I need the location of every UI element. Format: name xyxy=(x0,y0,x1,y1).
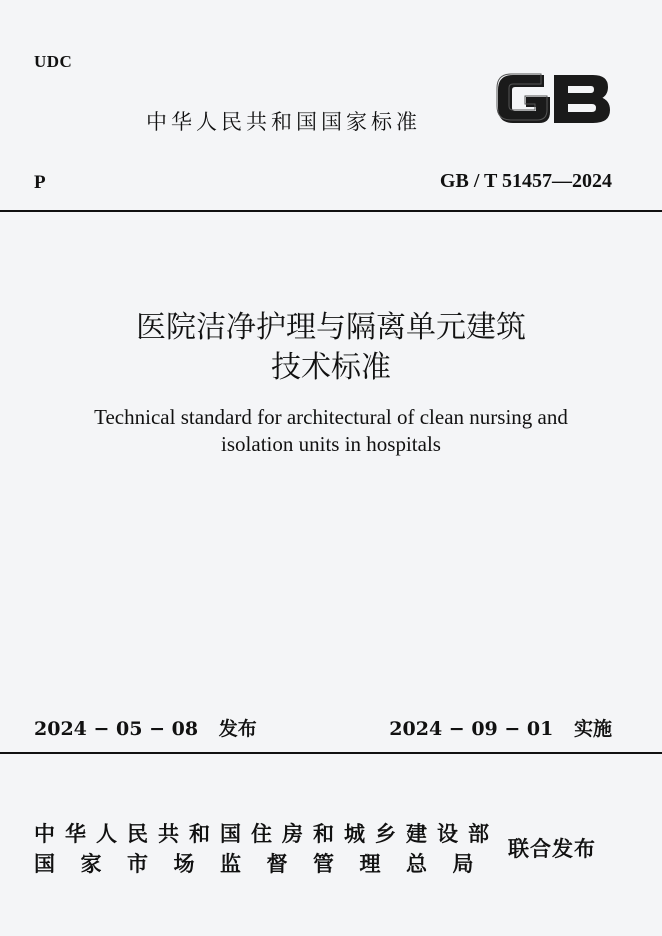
header-divider xyxy=(0,210,662,212)
issue-date-block xyxy=(34,714,257,741)
standard-code: GB / T 51457—2024 xyxy=(439,170,612,192)
footer-divider xyxy=(0,752,662,754)
implement-date-block xyxy=(389,714,612,741)
issuer-line1: 中华人民共和国住房和城乡建设部 xyxy=(34,822,499,846)
national-standard-label: 中华人民共和国国家标准 xyxy=(146,110,421,134)
implement-date: 2024 − 09 − 01 xyxy=(389,718,554,740)
title-chinese-line1: 医院洁净护理与隔离单元建筑 xyxy=(136,310,526,345)
joint-issue-label: 联合发布 xyxy=(508,837,596,861)
title-chinese-line2: 技术标准 xyxy=(271,350,391,385)
classification-label: P xyxy=(34,172,46,193)
issue-date: 2024 − 05 − 08 xyxy=(34,718,199,740)
gb-logo xyxy=(493,66,615,132)
issuer-line2: 国家市场监督管理总局 xyxy=(34,852,499,876)
implement-label: 实施 xyxy=(573,718,612,740)
title-english-line2: isolation units in hospitals xyxy=(221,432,441,456)
udc-label: UDC xyxy=(34,52,73,71)
title-english-line1: Technical standard for architectural of clean nursing and xyxy=(94,405,568,429)
issue-label: 发布 xyxy=(218,718,257,740)
